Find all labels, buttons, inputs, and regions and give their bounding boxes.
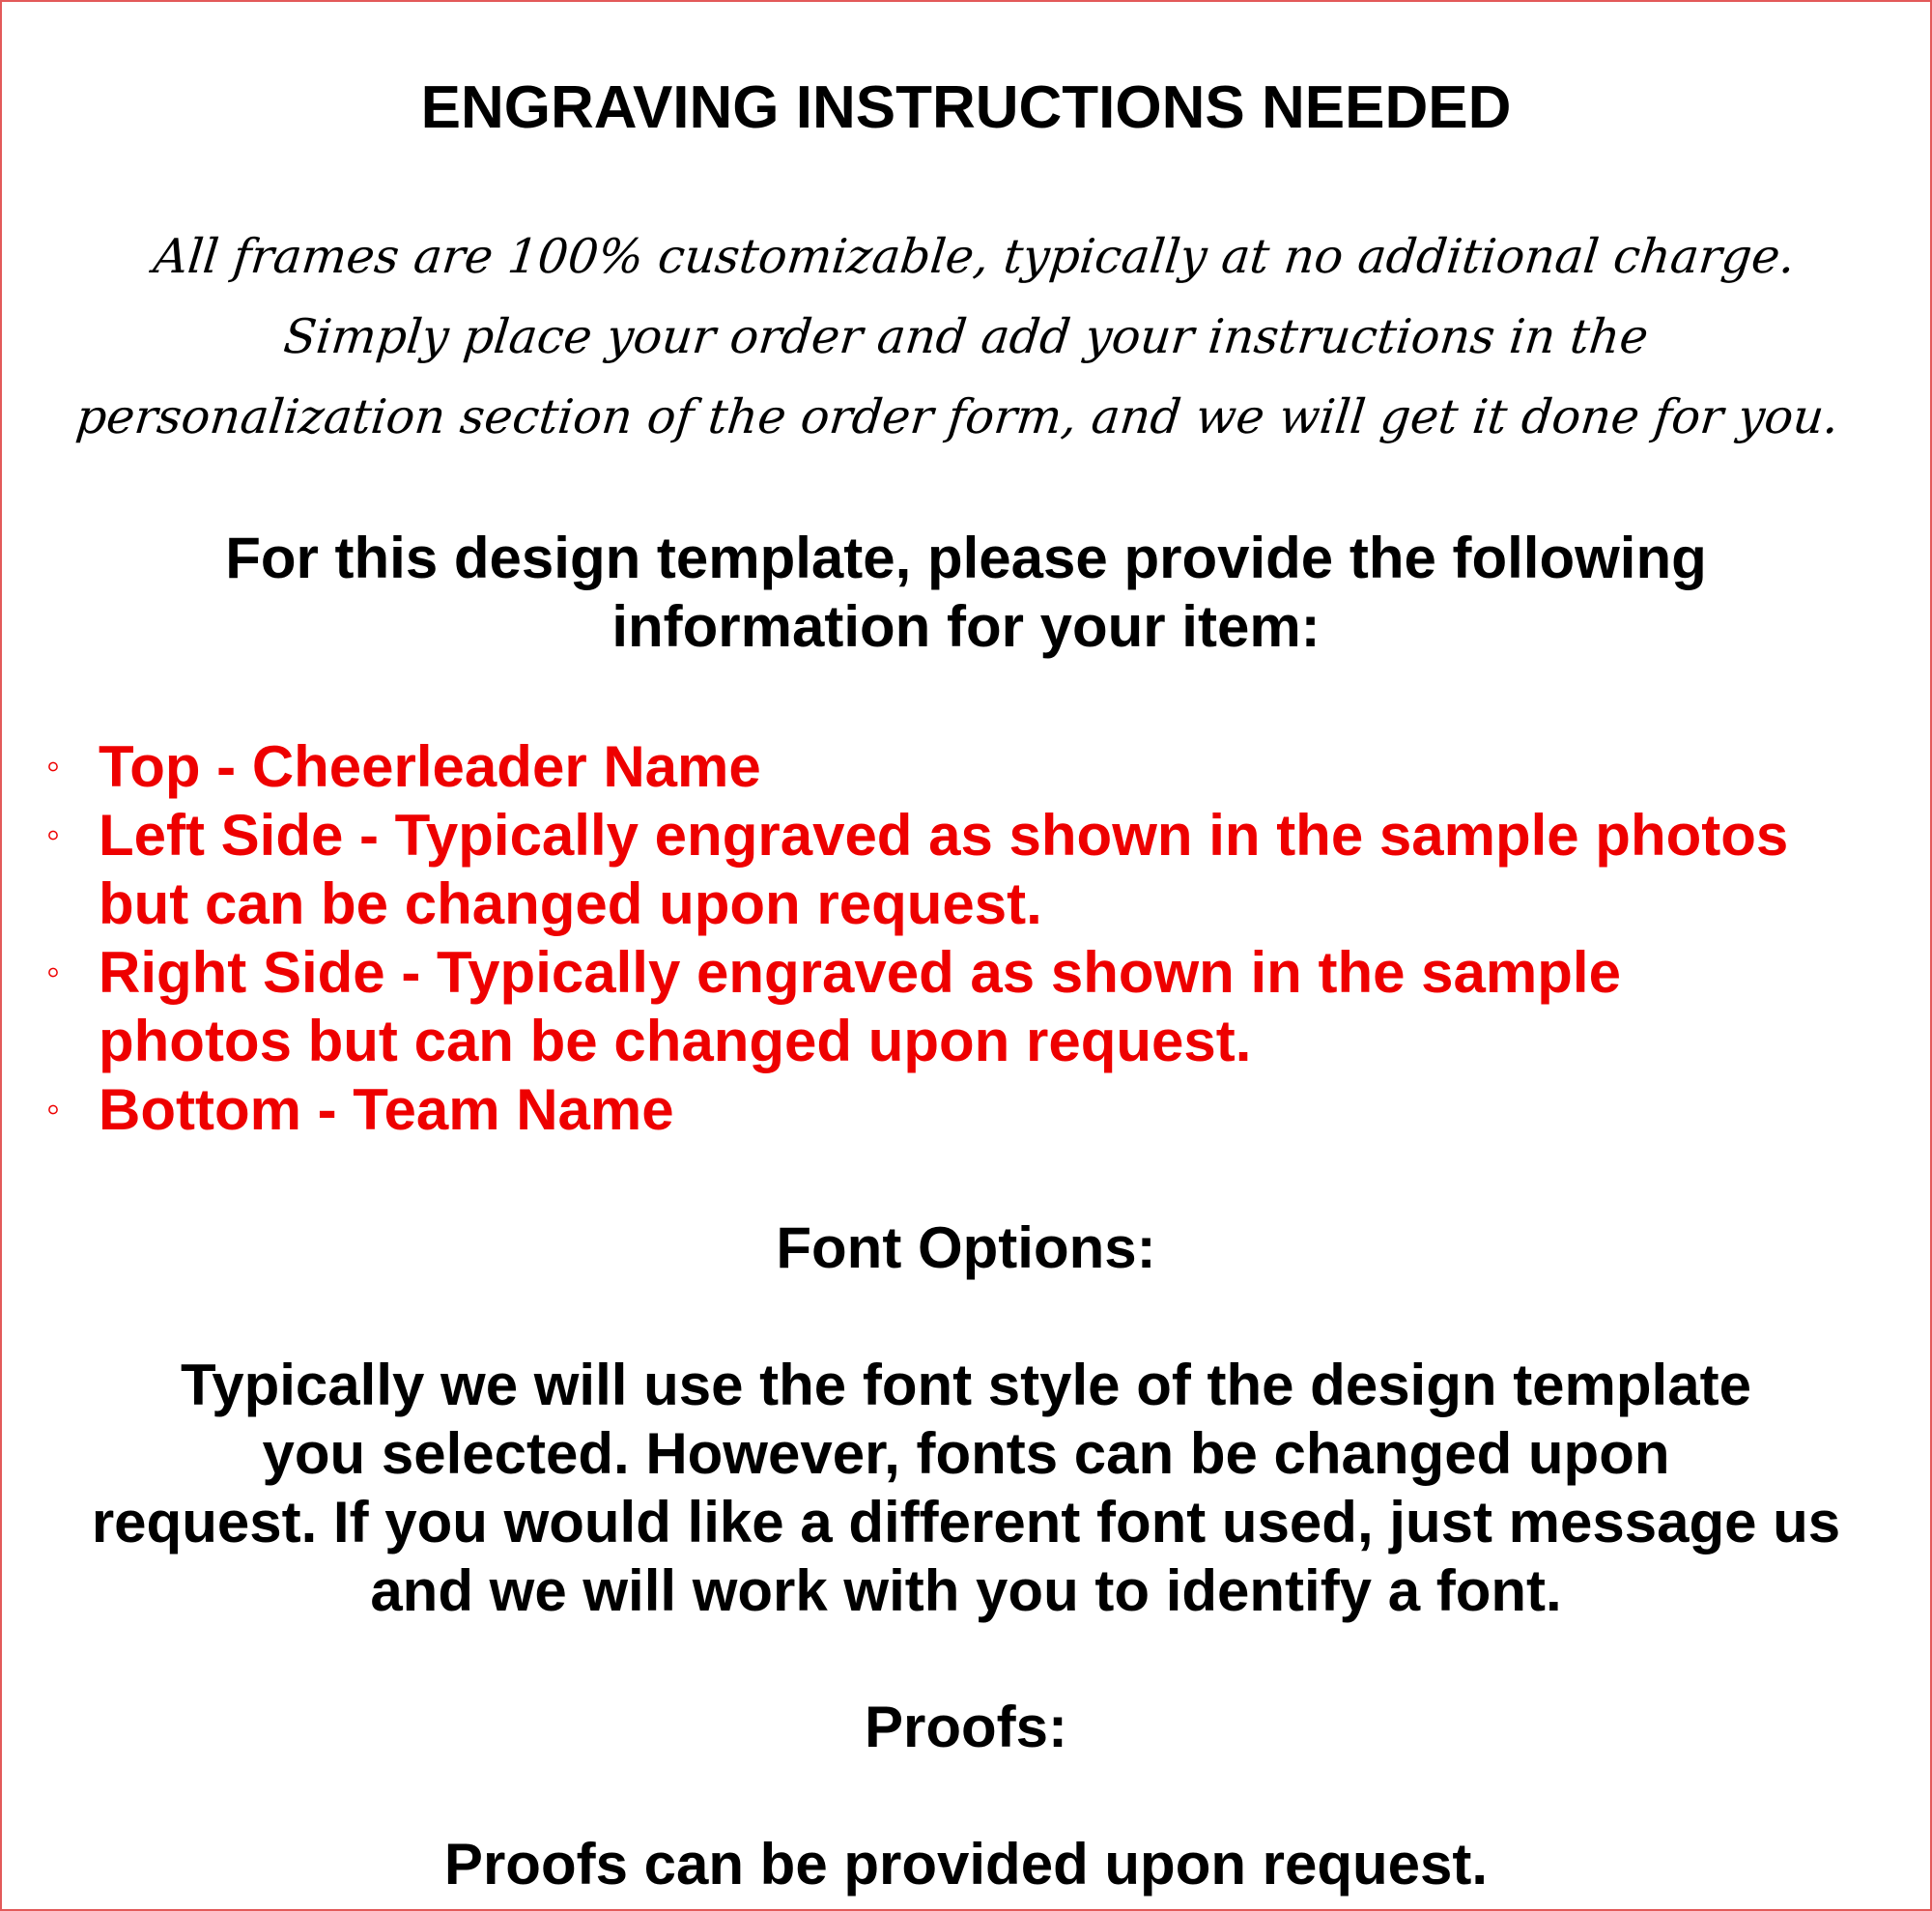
bullet-marker-icon: ◦ xyxy=(46,951,61,993)
engraving-fields-list xyxy=(2,732,1930,1144)
list-item-top xyxy=(2,732,1930,801)
list-item-text: Right Side - Typically engraved as shown in the sample xyxy=(99,940,1621,1005)
intro-line: information for your item: xyxy=(611,594,1321,659)
font-options-heading: Font Options: xyxy=(776,1215,1156,1280)
proofs-text: Proofs can be provided upon request. xyxy=(443,1832,1489,1897)
customization-note-line: All frames are 100% customizable, typically at no additional charge. xyxy=(151,229,1799,284)
bullet-marker-icon: ◦ xyxy=(46,813,61,856)
list-item-text: Left Side - Typically engraved as shown in the sample photos xyxy=(99,803,1789,868)
list-item-right-side xyxy=(2,938,1930,1075)
bullet-marker-icon: ◦ xyxy=(46,1088,61,1130)
font-options-line: and we will work with you to identify a font. xyxy=(370,1558,1562,1623)
page-title: ENGRAVING INSTRUCTIONS NEEDED xyxy=(420,74,1512,141)
proofs-heading: Proofs: xyxy=(865,1695,1067,1759)
customization-note xyxy=(0,216,1932,457)
list-item-bottom xyxy=(2,1075,1930,1144)
list-item-left-side xyxy=(2,801,1930,938)
font-options-text xyxy=(2,1351,1930,1625)
list-item-text: Bottom - Team Name xyxy=(99,1077,674,1142)
customization-note-line: personalization section of the order form, and we will get it done for you. xyxy=(73,389,1842,444)
bullet-marker-icon: ◦ xyxy=(46,745,61,787)
customization-note-line: Simply place your order and add your instructions in the xyxy=(281,309,1651,364)
intro-line: For this design template, please provide the following xyxy=(225,526,1707,590)
font-options-line: request. If you would like a different font used, just message us xyxy=(91,1490,1841,1554)
font-options-line: you selected. However, fonts can be changed upon xyxy=(262,1421,1670,1486)
list-item-text: Top - Cheerleader Name xyxy=(99,734,761,799)
font-options-line: Typically we will use the font style of the design template xyxy=(181,1353,1751,1417)
intro-text xyxy=(2,524,1930,661)
list-item-text: but can be changed upon request. xyxy=(99,871,1042,936)
list-item-text: photos but can be changed upon request. xyxy=(99,1009,1252,1073)
